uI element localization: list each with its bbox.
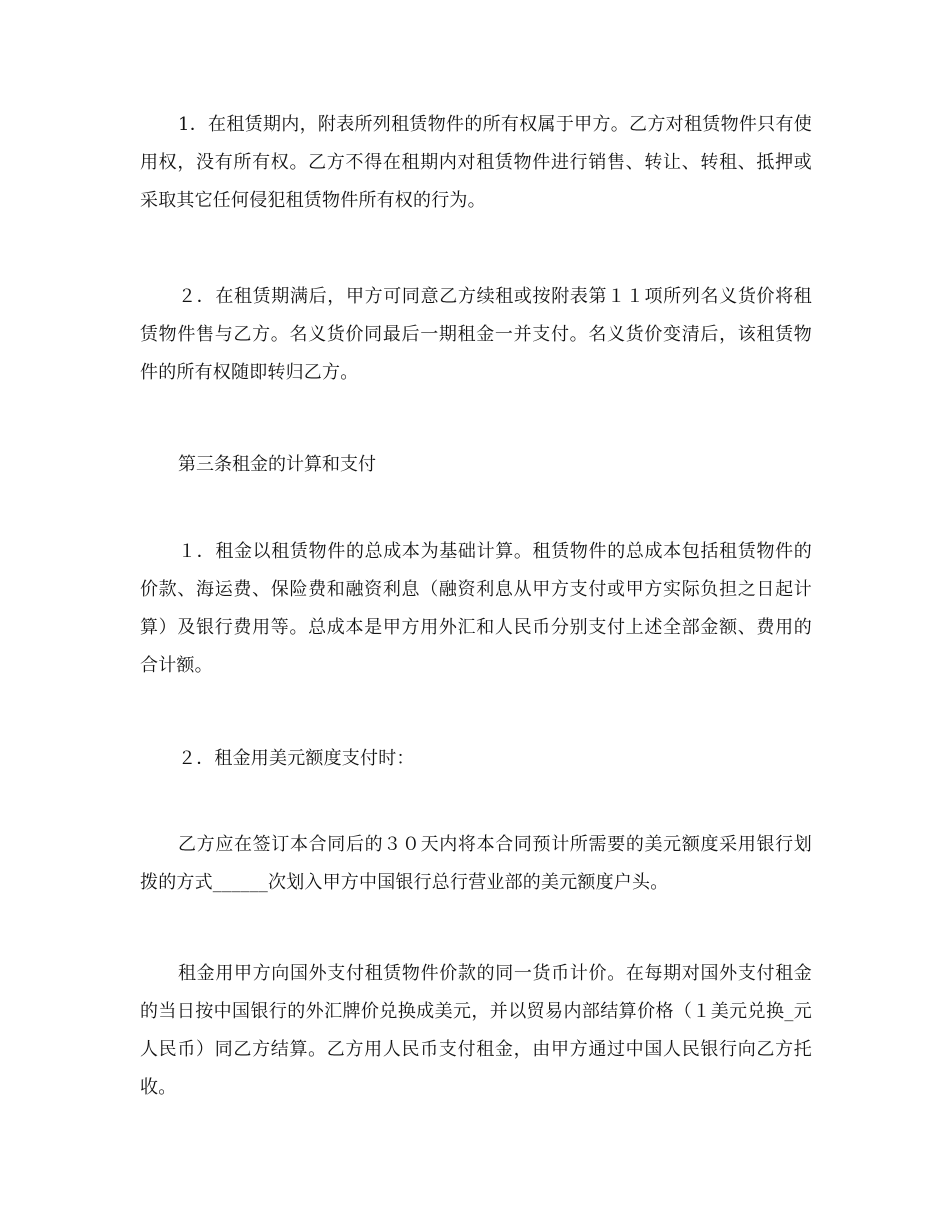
paragraph-ownership: 1．在租赁期内，附表所列租赁物件的所有权属于甲方。乙方对租赁物件只有使用权，没有所有权。乙方不得在租期内对租赁物件进行销售、转让、转租、抵押或采取其它任何侵犯租赁物件所有权的行为。 <box>140 114 812 211</box>
paragraph-rent-calculation: １．租金以租赁物件的总成本为基础计算。租赁物件的总成本包括租赁物件的价款、海运费、保险费和融资利息（融资利息从甲方支付或甲方实际负担之日起计算）及银行费用等。总成本是甲方用外汇和人民币分别支付上述全部金额、费用的合计额。 <box>140 541 812 676</box>
paragraph-renewal-purchase: ２．在租赁期满后，甲方可同意乙方续租或按附表第１１项所列名义货价将租赁物件售与乙方。名义货价同最后一期租金一并支付。名义货价变清后，该租赁物件的所有权随即转归乙方。 <box>140 286 812 383</box>
paragraph-usd-payment: ２．租金用美元额度支付时： <box>178 748 415 769</box>
paragraph-currency-settlement: 租金用甲方向国外支付租赁物件价款的同一货币计价。在每期对国外支付租金的当日按中国银行的外汇牌价兑换成美元，并以贸易内部结算价格（１美元兑换_元人民币）同乙方结算。乙方用人民币支付租金，由甲方通过中国人民银行向乙方托收。 <box>140 963 812 1098</box>
paragraph-usd-quota-transfer: 乙方应在签订本合同后的３０天内将本合同预计所需要的美元额度采用银行划拨的方式______次划入甲方中国银行总行营业部的美元额度户头。 <box>140 834 812 893</box>
section-heading-rent: 第三条租金的计算和支付 <box>178 454 376 475</box>
